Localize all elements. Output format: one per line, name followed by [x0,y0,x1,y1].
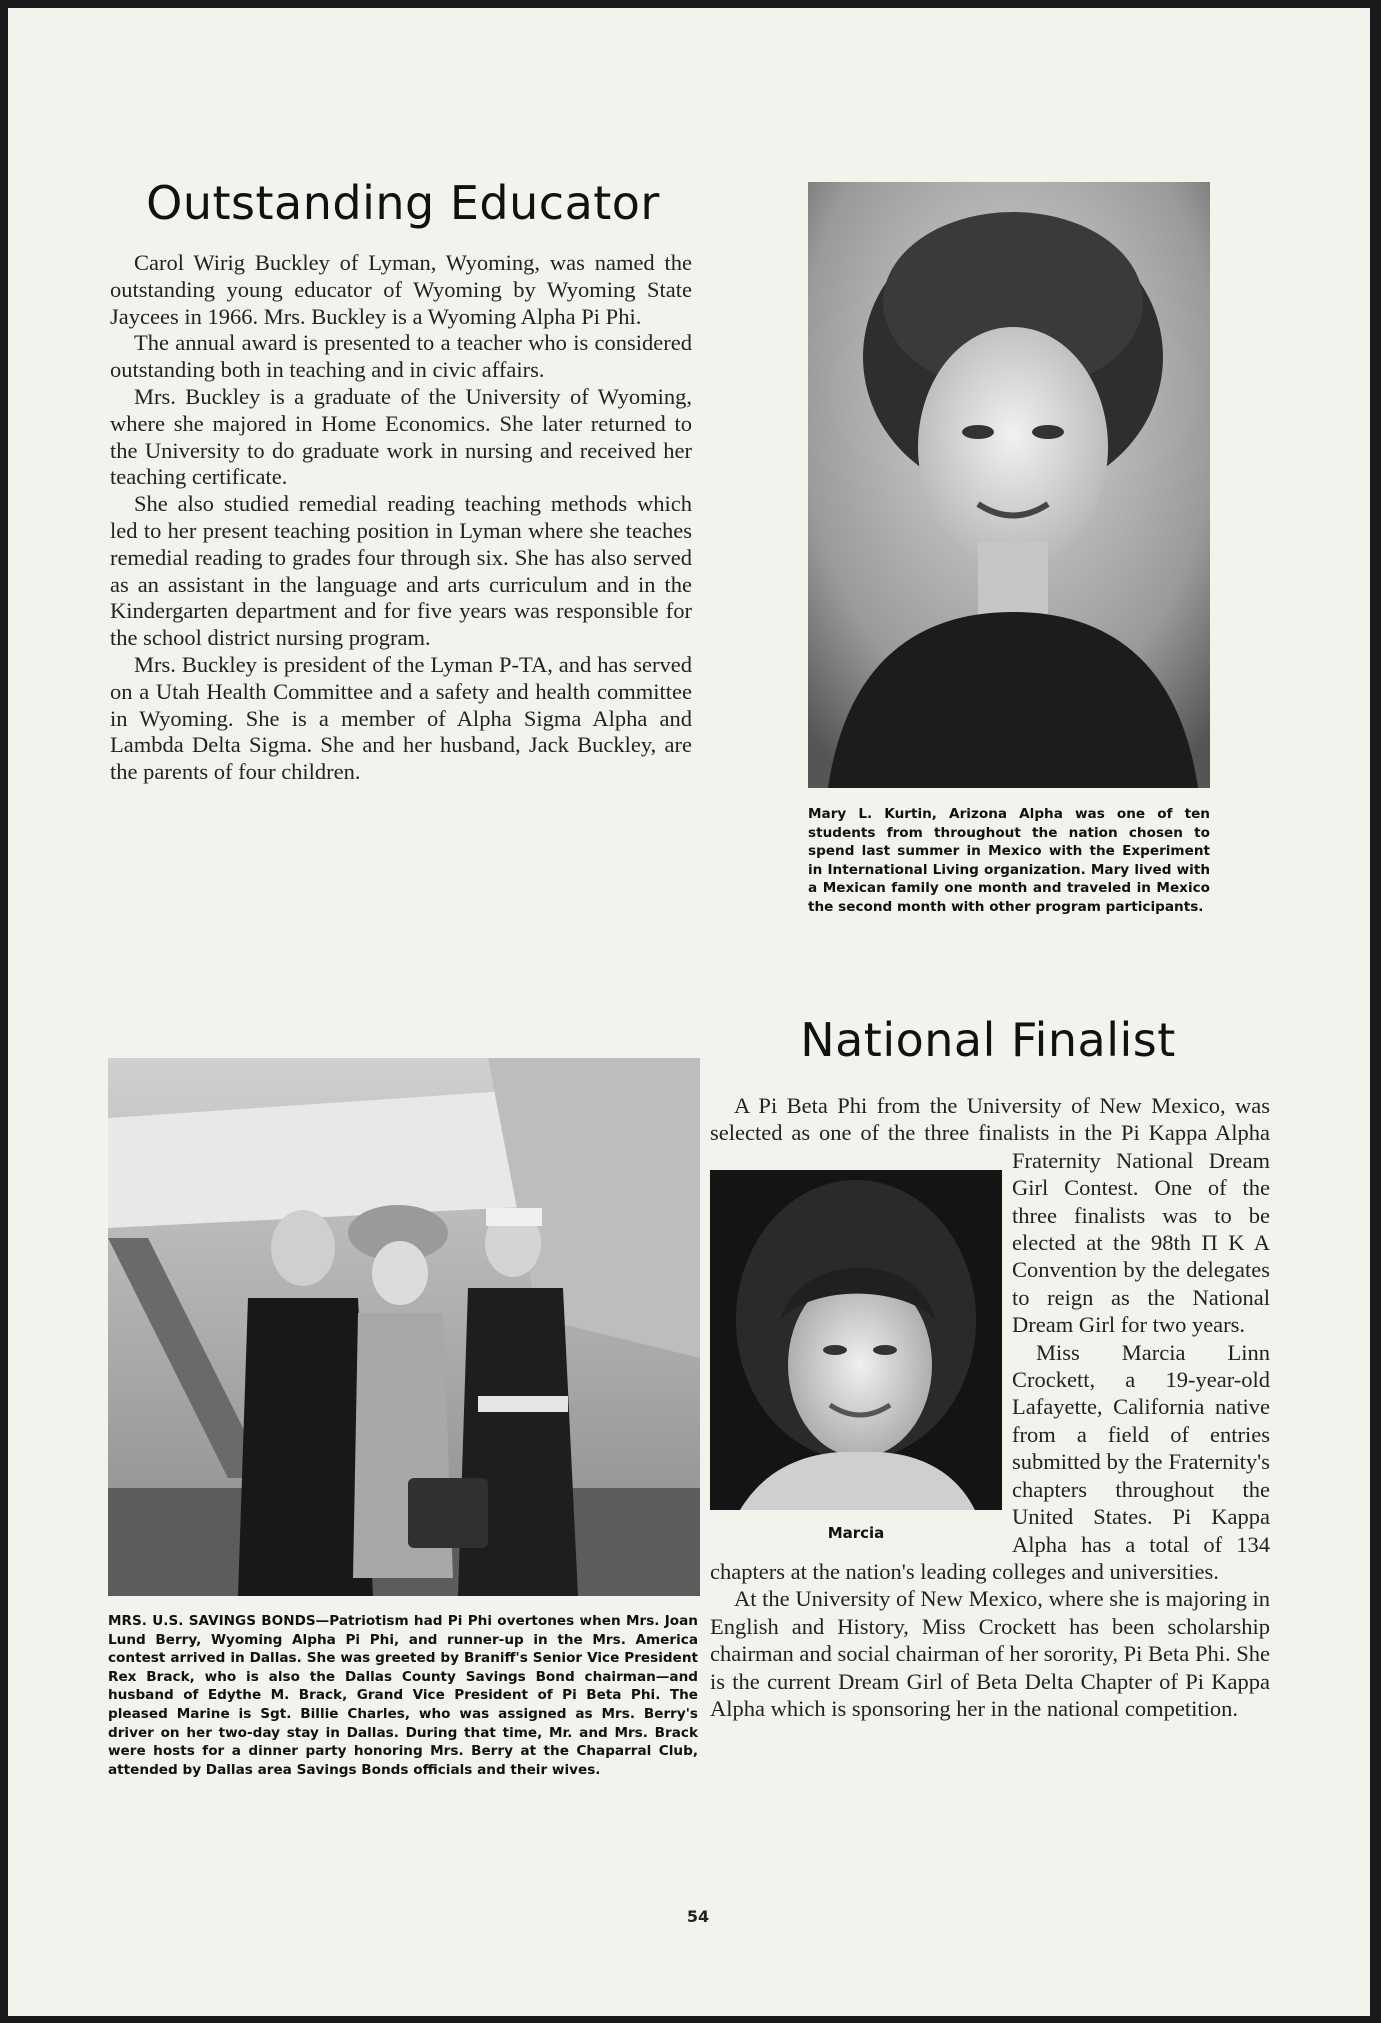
marcia-photo-figure [710,1170,1002,1545]
kurtin-caption: Mary L. Kurtin, Arizona Alpha was one of ten students from throughout the nation chosen to spend last summer in Mexico with the Experiment in International Living organization. Mary lived with a Mexican family one month and traveled in Mexico the second month with other program participants. [808,806,1210,915]
educator-paragraph: Mrs. Buckley is a graduate of the University of Wyoming, where she majored in Home Economics. She later returned to the University to do graduate work in nursing and received her teaching certificate. [110,383,692,490]
educator-article [110,250,692,786]
educator-paragraph: Carol Wirig Buckley of Lyman, Wyoming, was named the outstanding young educator of Wyoming by Wyoming State Jaycees in 1966. Mrs. Buckley is a Wyoming Alpha Pi Phi. [110,250,692,329]
educator-paragraph: She also studied remedial reading teaching methods which led to her present teaching position in Lyman where she teaches remedial reading to grades four through six. She has also served as an assistant in the language and arts curriculum and in the Kindergarten department and for five years was responsible for the school district nursing program. [110,491,692,651]
finalist-paragraph: At the University of New Mexico, where she is majoring in English and History, Miss Crockett has been scholarship chairman and social chairman of her sorority, Pi Beta Phi. She is the current Dream Girl of Beta Delta Chapter of Pi Kappa Alpha which is sponsoring her in the national competition. [710,1586,1270,1721]
marcia-portrait-photo [710,1170,1002,1510]
finalist-paragraph: A Pi Beta Phi from the University of New Mexico, was selected as one of the three finalists in the Pi Kappa Alpha Fraternity National Dream Girl Contest. One of the three finalists was to be elected at the 98th Π Κ Α Convention by the delegates to reign as the National Dream Girl for two years. [710,1093,1270,1338]
finalist-article [710,1092,1270,1722]
educator-paragraph: Mrs. Buckley is president of the Lyman P-TA, and has served on a Utah Health Committee and a safety and health committee in Wyoming. She is a member of Alpha Sigma Alpha and Lambda Delta Sigma. She and her husband, Jack Buckley, are the parents of four children. [110,651,692,785]
finalist-paragraph: Miss Marcia Linn Crockett, a 19-year-old Lafayette, California native from a field of entries submitted by the Fraternity's chapters throughout the United States. Pi Kappa Alpha has a total of 134 chapters at the nation's leading colleges and universities. [710,1339,1270,1584]
educator-headline: Outstanding Educator [146,176,660,230]
kurtin-portrait-photo [808,182,1210,788]
page-number: 54 [686,1907,710,1926]
educator-paragraph: The annual award is presented to a teacher who is considered outstanding both in teaching and in civic affairs. [110,330,692,383]
magazine-page [8,8,1370,2016]
marcia-photo-label: Marcia [827,1524,885,1542]
finalist-headline: National Finalist [800,1013,1176,1067]
savings-bonds-photo [108,1058,700,1596]
savings-bonds-caption: MRS. U.S. SAVINGS BONDS—Patriotism had Pi Phi overtones when Mrs. Joan Lund Berry, Wyoming Alpha Pi Phi, and runner-up in the Mrs. America contest arrived in Dallas. She was greeted by Braniff's Senior Vice President Rex Brack, who is also the Dallas County Savings Bond chairman—and husband of Edythe M. Brack, Grand Vice President of Pi Beta Phi. The pleased Marine is Sgt. Billie Charles, who was assigned as Mrs. Berry's driver on her two-day stay in Dallas. During that time, Mr. and Mrs. Brack were hosts for a dinner party honoring Mrs. Berry at the Chaparral Club, attended by Dallas area Savings Bonds officials and their wives. [108,1613,698,1778]
